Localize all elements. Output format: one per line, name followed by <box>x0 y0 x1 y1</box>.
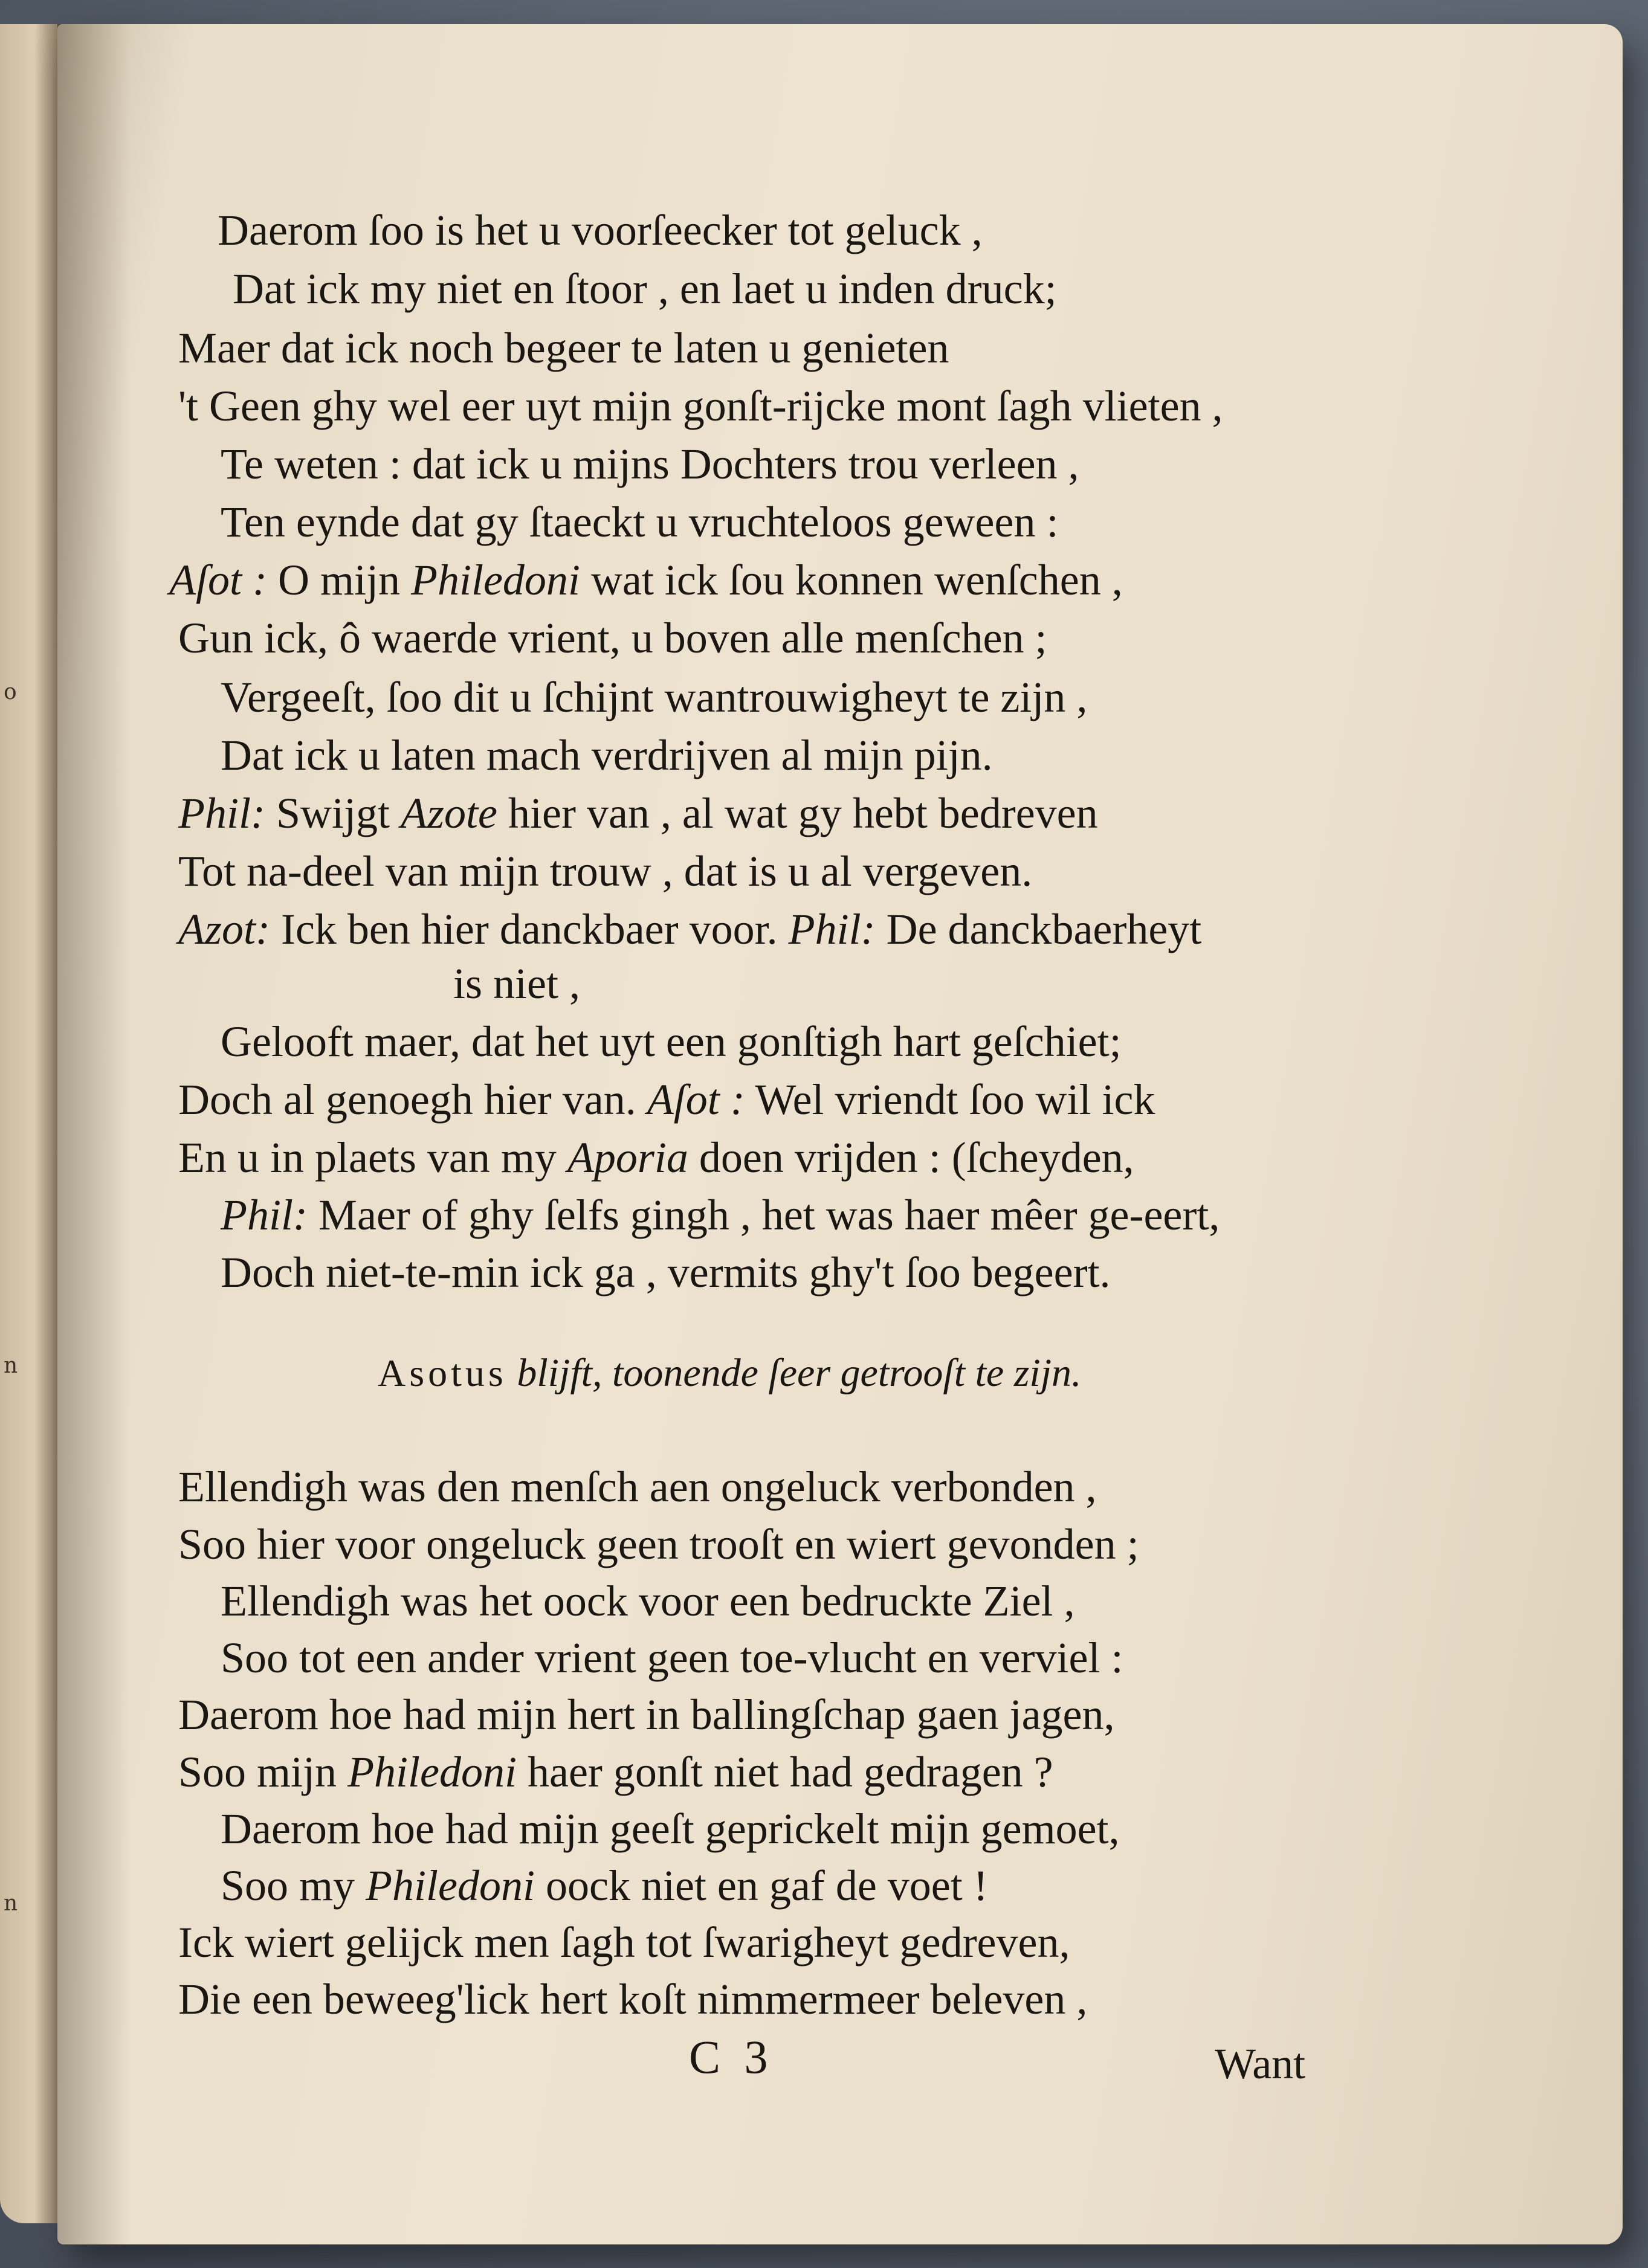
verse-line: Dat ick my niet en ſtoor , en laet u inden druck; <box>233 265 1057 313</box>
previous-page-edge <box>0 24 57 2223</box>
verse-line: Dat ick u laten mach verdrijven al mijn pijn. <box>221 731 993 779</box>
character-name: Azote <box>401 789 497 837</box>
verse-line: Ick wiert gelijck men ſagh tot ſwarigheyt gedreven, <box>178 1918 1070 1967</box>
speaker-label: Phil: <box>178 789 265 837</box>
character-name: Philedoni <box>366 1861 535 1910</box>
speaker-label: Azot: <box>178 905 270 953</box>
character-name: Phil: <box>788 905 876 953</box>
left-page-fragment: o <box>4 680 17 704</box>
verse-line: Daerom hoe had mijn geeſt geprickelt mijn gemoet, <box>221 1805 1120 1853</box>
book-page <box>57 24 1623 2244</box>
verse-line: Die een beweeg'lick hert koſt nimmermeer beleven , <box>178 1975 1088 2023</box>
verse-line: Soo my Philedoni oock niet en gaf de voet ! <box>221 1861 988 1910</box>
verse-line: Gun ick, ô waerde vrient, u boven alle menſchen ; <box>178 614 1047 662</box>
verse-line: 't Geen ghy wel eer uyt mijn gonſt-rijcke mont ſagh vlieten , <box>178 382 1223 430</box>
verse-line: Maer dat ick noch begeer te laten u genieten <box>178 324 949 372</box>
verse-line: Azot: Ick ben hier danckbaer voor. Phil: De danckbaerheyt <box>178 905 1202 953</box>
verse-line: Ellendigh was het oock voor een bedruckte Ziel , <box>221 1577 1075 1625</box>
speaker-label: Aſot : <box>647 1075 745 1124</box>
gutter-shadow <box>57 24 130 2244</box>
verse-line: Daerom hoe had mijn hert in ballingſchap gaen jagen, <box>178 1690 1115 1739</box>
verse-line: Aſot : O mijn Philedoni wat ick ſou konnen wenſchen , <box>169 556 1123 604</box>
verse-line: Ellendigh was den menſch aen ongeluck verbonden , <box>178 1463 1097 1511</box>
verse-line: Te weten : dat ick u mijns Dochters trou verleen , <box>221 440 1079 488</box>
verse-line: Doch niet-te-min ick ga , vermits ghy't ſoo begeert. <box>221 1248 1111 1297</box>
verse-line: Vergeeſt, ſoo dit u ſchijnt wantrouwigheyt te zijn , <box>221 673 1088 721</box>
signature-mark: C 3 <box>689 2031 774 2083</box>
verse-line: Soo hier voor ongeluck geen trooſt en wiert gevonden ; <box>178 1520 1139 1568</box>
character-name: Philedoni <box>410 556 580 604</box>
character-name: Philedoni <box>347 1748 517 1796</box>
verse-line: Ten eynde dat gy ſtaeckt u vruchteloos geween : <box>221 498 1059 546</box>
verse-line: Phil: Maer of ghy ſelfs gingh , het was haer mêer ge-eert, <box>221 1191 1220 1239</box>
stage-direction: Asotus blijft, toonende ſeer getrooſt te zijn. <box>378 1351 1082 1395</box>
verse-line: Soo tot een ander vrient geen toe-vlucht en verviel : <box>221 1634 1123 1682</box>
verse-line: Phil: Swijgt Azote hier van , al wat gy hebt bedreven <box>178 789 1098 837</box>
verse-line: Daerom ſoo is het u voorſeecker tot geluck , <box>218 206 983 254</box>
verse-line: Soo mijn Philedoni haer gonſt niet had gedragen ? <box>178 1748 1053 1796</box>
left-page-fragment: n <box>4 1353 18 1378</box>
speaker-label: Aſot : <box>169 556 267 604</box>
character-name: Aporia <box>567 1133 688 1182</box>
speaker-label: Phil: <box>221 1191 308 1239</box>
verse-line: Gelooft maer, dat het uyt een gonſtigh hart geſchiet; <box>221 1017 1122 1066</box>
verse-line: En u in plaets van my Aporia doen vrijden : (ſcheyden, <box>178 1133 1134 1182</box>
verse-line: is niet , <box>453 959 580 1008</box>
verse-line: Tot na-deel van mijn trouw , dat is u al vergeven. <box>178 847 1033 895</box>
left-page-fragment: n <box>4 1891 18 1916</box>
verse-line: Doch al genoegh hier van. Aſot : Wel vriendt ſoo wil ick <box>178 1075 1155 1124</box>
catchword: Want <box>1215 2040 1306 2088</box>
